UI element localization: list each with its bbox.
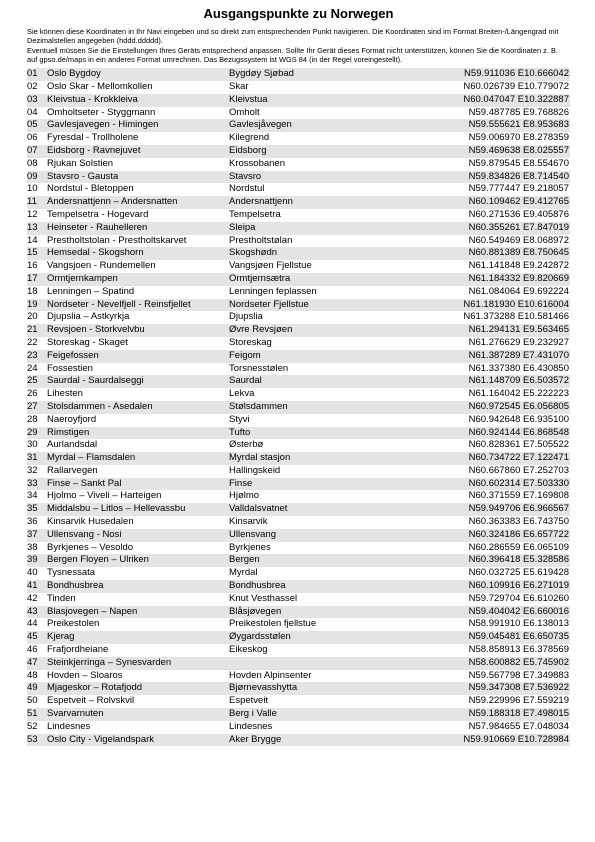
coordinates: N61.184332 E9.820669 bbox=[468, 272, 569, 284]
start-location: Byrkjenes bbox=[229, 541, 271, 553]
row-number: 39 bbox=[27, 554, 38, 566]
row-number: 48 bbox=[27, 669, 38, 681]
table-row bbox=[27, 427, 570, 440]
trail-name: Byrkjenes – Vesoldo bbox=[47, 541, 134, 553]
start-location: Espetveit bbox=[229, 695, 269, 707]
row-number: 07 bbox=[27, 144, 38, 156]
coordinates: N59.777447 E9.218057 bbox=[468, 183, 569, 195]
coordinates: N59.404042 E6.660016 bbox=[468, 605, 569, 617]
start-location: Lekva bbox=[229, 388, 255, 400]
row-number: 12 bbox=[27, 208, 38, 220]
table-row bbox=[27, 273, 570, 286]
trail-name: Prestholtstolan - Prestholtskarvet bbox=[47, 234, 187, 246]
row-number: 49 bbox=[27, 682, 38, 694]
start-location: Saurdal bbox=[229, 375, 262, 387]
row-number: 02 bbox=[27, 80, 38, 92]
table-row bbox=[27, 222, 570, 235]
row-number: 36 bbox=[27, 516, 38, 528]
coordinates: N59.567798 E7.349883 bbox=[468, 669, 569, 681]
table-row bbox=[27, 414, 570, 427]
row-number: 40 bbox=[27, 567, 38, 579]
coordinates: N60.881389 E8.750645 bbox=[468, 247, 569, 259]
start-location: Hallingskeid bbox=[229, 464, 281, 476]
coordinate-table bbox=[27, 68, 570, 746]
trail-name: Ormtjernkampen bbox=[47, 272, 118, 284]
table-row bbox=[27, 337, 570, 350]
table-row bbox=[27, 439, 570, 452]
start-location: Nordseter Fjellstue bbox=[229, 298, 309, 310]
row-number: 18 bbox=[27, 285, 38, 297]
trail-name: Aurlandsdal bbox=[47, 439, 98, 451]
start-location: Ullensvang bbox=[229, 528, 276, 540]
coordinates: N60.549469 E8.068972 bbox=[468, 234, 569, 246]
row-number: 51 bbox=[27, 708, 38, 720]
table-row bbox=[27, 554, 570, 567]
row-number: 52 bbox=[27, 720, 38, 732]
coordinates: N58.991910 E6.138013 bbox=[468, 618, 569, 630]
row-number: 45 bbox=[27, 631, 38, 643]
table-row bbox=[27, 542, 570, 555]
start-location: Gavlesjåvegen bbox=[229, 119, 292, 131]
trail-name: Feigefossen bbox=[47, 349, 99, 361]
trail-name: Hemsedal - Skogshorn bbox=[47, 247, 144, 259]
coordinates: N60.667860 E7.252703 bbox=[468, 464, 569, 476]
row-number: 42 bbox=[27, 592, 38, 604]
coordinates: N60.286559 E6.065109 bbox=[468, 541, 569, 553]
table-row bbox=[27, 516, 570, 529]
coordinates: N61.084064 E9.692224 bbox=[468, 285, 569, 297]
trail-name: Rallarvegen bbox=[47, 464, 98, 476]
start-location: Skogshødn bbox=[229, 247, 278, 259]
row-number: 27 bbox=[27, 400, 38, 412]
trail-name: Naeroyfjord bbox=[47, 413, 97, 425]
trail-name: Stolsdammen - Asedalen bbox=[47, 400, 153, 412]
table-row bbox=[27, 644, 570, 657]
table-row bbox=[27, 657, 570, 670]
table-row bbox=[27, 388, 570, 401]
table-row bbox=[27, 363, 570, 376]
trail-name: Lihesten bbox=[47, 388, 83, 400]
start-location: Øygardsstølen bbox=[229, 631, 291, 643]
start-location: Storeskag bbox=[229, 336, 272, 348]
row-number: 15 bbox=[27, 247, 38, 259]
row-number: 41 bbox=[27, 580, 38, 592]
start-location: Eidsborg bbox=[229, 144, 267, 156]
coordinates: N61.276629 E9.232927 bbox=[468, 336, 569, 348]
coordinates: N61.141848 E9.242872 bbox=[468, 260, 569, 272]
coordinates: N60.109916 E6.271019 bbox=[468, 580, 569, 592]
row-number: 44 bbox=[27, 618, 38, 630]
trail-name: Saurdal - Saurdalseggi bbox=[47, 375, 144, 387]
table-row bbox=[27, 529, 570, 542]
table-row bbox=[27, 401, 570, 414]
coordinates: N60.355261 E7.847019 bbox=[468, 221, 569, 233]
trail-name: Oslo City - Vigelandspark bbox=[47, 733, 155, 745]
coordinates: N57.984655 E7.048034 bbox=[468, 720, 569, 732]
start-location: Eikeskog bbox=[229, 644, 268, 656]
coordinates: N59.555621 E8.953683 bbox=[468, 119, 569, 131]
row-number: 46 bbox=[27, 644, 38, 656]
start-location: Tufto bbox=[229, 426, 251, 438]
coordinates: N58.858913 E6.378569 bbox=[468, 644, 569, 656]
trail-name: Fossestien bbox=[47, 362, 93, 374]
intro-paragraph: Eventuell müssen Sie die Einstellungen Ihres Geräts entsprechend anpassen. Sollte Ihr Gerät dieses Format nicht unterstützen, können Sie die Koordinaten z. B. auf gpso.de/maps in ein anderes Format umrechnen. Das Bezugssystem ist WGS 84 (in der Regel voreingestellt). bbox=[27, 45, 559, 64]
table-row bbox=[27, 708, 570, 721]
start-location: Øvre Revsjøen bbox=[229, 324, 293, 336]
coordinates: N61.164042 E5.222223 bbox=[468, 388, 569, 400]
row-number: 14 bbox=[27, 234, 38, 246]
coordinates: N61.387289 E7.431070 bbox=[468, 349, 569, 361]
trail-name: Hjolmo – Viveli – Harteigen bbox=[47, 490, 162, 502]
start-location: Ormtjernsætra bbox=[229, 272, 291, 284]
table-row bbox=[27, 670, 570, 683]
coordinates: N60.026739 E10.779072 bbox=[463, 80, 569, 92]
coordinates: N61.294131 E9.563465 bbox=[468, 324, 569, 336]
row-number: 08 bbox=[27, 157, 38, 169]
table-row bbox=[27, 209, 570, 222]
table-row bbox=[27, 567, 570, 580]
start-location: Skar bbox=[229, 80, 249, 92]
trail-name: Finse – Sankt Pal bbox=[47, 477, 122, 489]
trail-name: Heinseter - Rauhelleren bbox=[47, 221, 148, 233]
start-location: Nordstul bbox=[229, 183, 265, 195]
start-location: Feigom bbox=[229, 349, 261, 361]
table-row bbox=[27, 606, 570, 619]
trail-name: Bergen Floyen – Ulriken bbox=[47, 554, 149, 566]
coordinates: N59.006970 E8.278359 bbox=[468, 132, 569, 144]
table-row bbox=[27, 618, 570, 631]
coordinates: N59.911036 E10.666042 bbox=[464, 68, 569, 80]
trail-name: Kinsarvik Husedalen bbox=[47, 516, 134, 528]
start-location: Hjølmo bbox=[229, 490, 260, 502]
coordinates: N60.363383 E6.743750 bbox=[468, 516, 569, 528]
coordinates: N60.271536 E9.405876 bbox=[468, 208, 569, 220]
table-row bbox=[27, 107, 570, 120]
coordinates: N59.879545 E8.554670 bbox=[468, 157, 569, 169]
table-row bbox=[27, 478, 570, 491]
table-row bbox=[27, 171, 570, 184]
coordinates: N59.188318 E7.498015 bbox=[468, 708, 569, 720]
start-location: Blåsjøvegen bbox=[229, 605, 282, 617]
row-number: 43 bbox=[27, 605, 38, 617]
coordinates: N60.109462 E9.412765 bbox=[468, 196, 569, 208]
start-location: Kleivstua bbox=[229, 93, 268, 105]
trail-name: Kjerag bbox=[47, 631, 75, 643]
row-number: 47 bbox=[27, 656, 38, 668]
table-row bbox=[27, 734, 570, 747]
coordinates: N59.834826 E8.714540 bbox=[468, 170, 569, 182]
row-number: 21 bbox=[27, 324, 38, 336]
trail-name: Rimstigen bbox=[47, 426, 90, 438]
table-row bbox=[27, 490, 570, 503]
row-number: 24 bbox=[27, 362, 38, 374]
trail-name: Eidsborg - Ravnejuvet bbox=[47, 144, 141, 156]
coordinates: N60.942648 E6.935100 bbox=[468, 413, 569, 425]
start-location bbox=[229, 657, 419, 670]
row-number: 35 bbox=[27, 503, 38, 515]
row-number: 17 bbox=[27, 272, 38, 284]
row-number: 05 bbox=[27, 119, 38, 131]
trail-name: Storeskag - Skaget bbox=[47, 336, 128, 348]
trail-name: Lenningen – Spatind bbox=[47, 285, 135, 297]
start-location: Kinsarvik bbox=[229, 516, 268, 528]
table-row bbox=[27, 260, 570, 273]
row-number: 38 bbox=[27, 541, 38, 553]
intro-paragraph: Sie können diese Koordinaten in Ihr Navi eingeben und so direkt zum entsprechenden Punkt navigieren. Die Koordinaten sind im Format Breiten-/Längengrad mit Dezimalstellen angegeben (hddd.ddddd). bbox=[27, 27, 559, 46]
table-row bbox=[27, 503, 570, 516]
start-location: Preikestolen fjellstue bbox=[229, 618, 317, 630]
trail-name: Steinkjerringa – Synesvarden bbox=[47, 656, 172, 668]
coordinates: N59.910669 E10.728984 bbox=[463, 733, 569, 745]
trail-name: Middalsbu – Litlos – Hellevassbu bbox=[47, 503, 186, 515]
start-location: Bergen bbox=[229, 554, 260, 566]
start-location: Knut Vesthassel bbox=[229, 592, 298, 604]
table-row bbox=[27, 593, 570, 606]
row-number: 53 bbox=[27, 733, 38, 745]
table-row bbox=[27, 145, 570, 158]
trail-name: Oslo Skar - Mellomkollen bbox=[47, 80, 153, 92]
table-row bbox=[27, 299, 570, 312]
table-row bbox=[27, 580, 570, 593]
table-row bbox=[27, 324, 570, 337]
start-location: Sleipa bbox=[229, 221, 256, 233]
row-number: 22 bbox=[27, 336, 38, 348]
row-number: 33 bbox=[27, 477, 38, 489]
row-number: 16 bbox=[27, 260, 38, 272]
intro-text bbox=[27, 27, 570, 64]
table-row bbox=[27, 68, 570, 81]
coordinates: N59.949706 E6.966567 bbox=[468, 503, 569, 515]
table-row bbox=[27, 183, 570, 196]
start-location: Myrdal stasjon bbox=[229, 452, 291, 464]
trail-name: Espetveit – Rolvskvil bbox=[47, 695, 135, 707]
trail-name: Preikestolen bbox=[47, 618, 100, 630]
start-location: Torsnesstølen bbox=[229, 362, 289, 374]
table-row bbox=[27, 196, 570, 209]
table-row bbox=[27, 235, 570, 248]
trail-name: Hovden – Sloaros bbox=[47, 669, 123, 681]
trail-name: Omholtseter - Styggmann bbox=[47, 106, 156, 118]
start-location: Myrdal bbox=[229, 567, 258, 579]
row-number: 09 bbox=[27, 170, 38, 182]
start-location: Tempelsetra bbox=[229, 208, 281, 220]
start-location: Hovden Alpinsenter bbox=[229, 669, 312, 681]
coordinates: N60.396418 E5.328586 bbox=[468, 554, 569, 566]
start-location: Aker Brygge bbox=[229, 733, 282, 745]
coordinates: N58.600882 E5.745902 bbox=[468, 656, 569, 668]
coordinates: N59.347308 E7.536922 bbox=[468, 682, 569, 694]
start-location: Bondhusbrea bbox=[229, 580, 286, 592]
start-location: Lenningen feplassen bbox=[229, 285, 317, 297]
trail-name: Nordstul - Bletoppen bbox=[47, 183, 134, 195]
row-number: 10 bbox=[27, 183, 38, 195]
row-number: 31 bbox=[27, 452, 38, 464]
start-location: Vangsjøen Fjellstue bbox=[229, 260, 312, 272]
start-location: Krossobanen bbox=[229, 157, 285, 169]
trail-name: Blasjovegen – Napen bbox=[47, 605, 138, 617]
trail-name: Frafjordheiane bbox=[47, 644, 109, 656]
table-row bbox=[27, 695, 570, 708]
coordinates: N60.047047 E10.322887 bbox=[463, 93, 569, 105]
table-row bbox=[27, 311, 570, 324]
page-title: Ausgangspunkte zu Norwegen bbox=[203, 6, 394, 21]
table-row bbox=[27, 81, 570, 94]
coordinates: N59.045481 E6.650735 bbox=[468, 631, 569, 643]
start-location: Prestholtstølan bbox=[229, 234, 293, 246]
start-location: Finse bbox=[229, 477, 253, 489]
table-row bbox=[27, 119, 570, 132]
start-location: Stølsdammen bbox=[229, 400, 288, 412]
trail-name: Svarvarnuten bbox=[47, 708, 104, 720]
row-number: 19 bbox=[27, 298, 38, 310]
start-location: Østerbø bbox=[229, 439, 264, 451]
coordinates: N60.371559 E7.169808 bbox=[468, 490, 569, 502]
trail-name: Djupslia – Astkyrkja bbox=[47, 311, 130, 323]
row-number: 04 bbox=[27, 106, 38, 118]
trail-name: Tempelsetra - Hogevard bbox=[47, 208, 149, 220]
coordinates: N60.828361 E7.505522 bbox=[468, 439, 569, 451]
table-row bbox=[27, 452, 570, 465]
row-number: 06 bbox=[27, 132, 38, 144]
trail-name: Fyresdal - Trollholene bbox=[47, 132, 139, 144]
coordinates: N61.337380 E6.430850 bbox=[468, 362, 569, 374]
trail-name: Lindesnes bbox=[47, 720, 91, 732]
start-location: Styvi bbox=[229, 413, 250, 425]
row-number: 37 bbox=[27, 528, 38, 540]
document-page bbox=[27, 6, 570, 746]
coordinates: N61.181930 E10.616004 bbox=[463, 298, 569, 310]
table-row bbox=[27, 132, 570, 145]
table-row bbox=[27, 721, 570, 734]
trail-name: Mjageskor – Rotafjodd bbox=[47, 682, 143, 694]
coordinates: N61.148709 E6.503572 bbox=[468, 375, 569, 387]
start-location: Lindesnes bbox=[229, 720, 273, 732]
row-number: 34 bbox=[27, 490, 38, 502]
start-location: Valldalsvatnet bbox=[229, 503, 288, 515]
trail-name: Vangsjoen - Rundemellen bbox=[47, 260, 156, 272]
trail-name: Rjukan Solstien bbox=[47, 157, 114, 169]
start-location: Stavsro bbox=[229, 170, 262, 182]
start-location: Bygdøy Sjøbad bbox=[229, 68, 294, 80]
trail-name: Oslo Bygdoy bbox=[47, 68, 101, 80]
start-location: Kilegrend bbox=[229, 132, 270, 144]
row-number: 03 bbox=[27, 93, 38, 105]
trail-name: Revsjoen - Storkvelvbu bbox=[47, 324, 145, 336]
row-number: 01 bbox=[27, 68, 38, 80]
table-row bbox=[27, 158, 570, 171]
coordinates: N60.924144 E6.868548 bbox=[468, 426, 569, 438]
row-number: 23 bbox=[27, 349, 38, 361]
coordinates: N59.729704 E6.610260 bbox=[468, 592, 569, 604]
start-location: Andersnattjenn bbox=[229, 196, 293, 208]
table-row bbox=[27, 286, 570, 299]
trail-name: Myrdal – Flamsdalen bbox=[47, 452, 136, 464]
coordinates: N59.469638 E8.025557 bbox=[468, 144, 569, 156]
table-row bbox=[27, 631, 570, 644]
coordinates: N60.734722 E7.122471 bbox=[468, 452, 569, 464]
coordinates: N60.032725 E5.619428 bbox=[468, 567, 569, 579]
start-location: Berg i Valle bbox=[229, 708, 277, 720]
trail-name: Kleivstua - Krokkleiva bbox=[47, 93, 138, 105]
coordinates: N60.602314 E7.503330 bbox=[468, 477, 569, 489]
row-number: 28 bbox=[27, 413, 38, 425]
trail-name: Tinden bbox=[47, 592, 76, 604]
trail-name: Tysnessata bbox=[47, 567, 96, 579]
table-row bbox=[27, 247, 570, 260]
row-number: 29 bbox=[27, 426, 38, 438]
coordinates: N61.373288 E10.581466 bbox=[463, 311, 569, 323]
row-number: 13 bbox=[27, 221, 38, 233]
coordinates: N60.972545 E6.056805 bbox=[468, 400, 569, 412]
trail-name: Andersnattjenn – Andersnatten bbox=[47, 196, 178, 208]
table-row bbox=[27, 94, 570, 107]
table-row bbox=[27, 682, 570, 695]
table-row bbox=[27, 375, 570, 388]
row-number: 50 bbox=[27, 695, 38, 707]
row-number: 11 bbox=[27, 196, 37, 208]
row-number: 25 bbox=[27, 375, 38, 387]
start-location: Bjørnevasshytta bbox=[229, 682, 298, 694]
row-number: 26 bbox=[27, 388, 38, 400]
trail-name: Gavlesjavegen - Himingen bbox=[47, 119, 159, 131]
coordinates: N60.324186 E6.657722 bbox=[468, 528, 569, 540]
row-number: 20 bbox=[27, 311, 38, 323]
table-row bbox=[27, 350, 570, 363]
coordinates: N59.229996 E7.559219 bbox=[468, 695, 569, 707]
trail-name: Bondhusbrea bbox=[47, 580, 104, 592]
start-location: Djupslia bbox=[229, 311, 263, 323]
row-number: 32 bbox=[27, 464, 38, 476]
trail-name: Nordseter - Nevelfjell - Reinsfjellet bbox=[47, 298, 191, 310]
coordinates: N59.487785 E9.768826 bbox=[468, 106, 569, 118]
trail-name: Stavsro - Gausta bbox=[47, 170, 119, 182]
start-location: Omholt bbox=[229, 106, 260, 118]
row-number: 30 bbox=[27, 439, 38, 451]
table-row bbox=[27, 465, 570, 478]
trail-name: Ullensvang - Nosi bbox=[47, 528, 122, 540]
